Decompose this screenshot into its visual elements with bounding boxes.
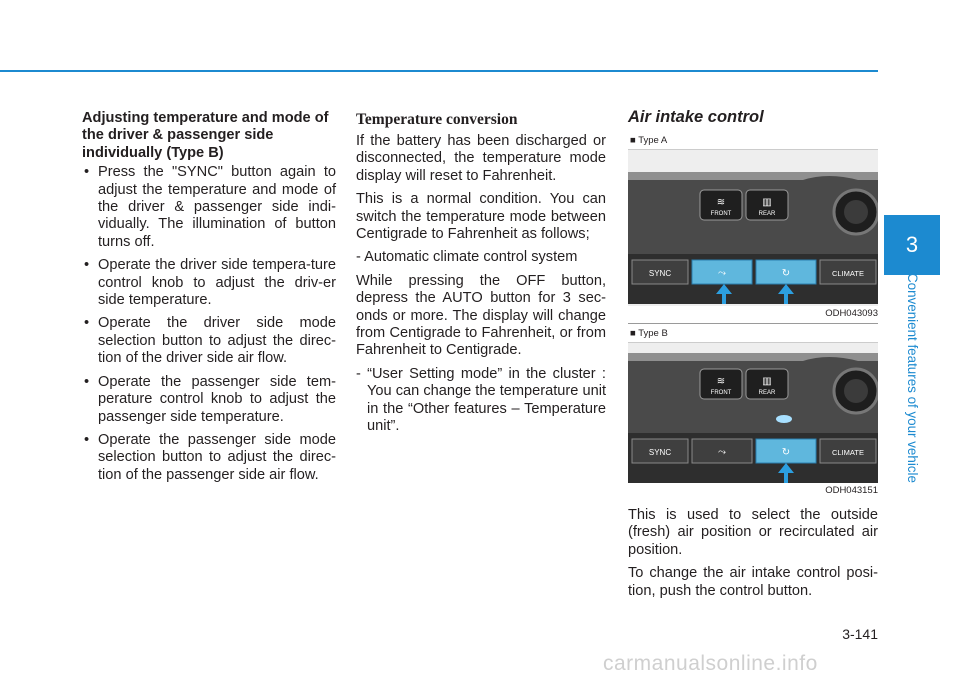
- paragraph: This is used to select the outside (fresh) air position or recirculated air position.: [628, 507, 878, 558]
- recirculate-icon: ↻: [781, 447, 791, 458]
- rear-defrost-icon: ▥: [762, 197, 772, 208]
- indicator-light: [776, 415, 792, 423]
- bullet-list: [82, 164, 336, 484]
- climate-panel-image: [628, 149, 878, 306]
- middle-column: [356, 110, 606, 442]
- watermark: carmanualsonline.info: [603, 652, 818, 675]
- rear-label: REAR: [758, 211, 776, 217]
- list-item: • Operate the driver side mode selection button to adjust the direc-tion of the driver side air flow.: [84, 315, 336, 367]
- figure-code: ODH043151: [825, 485, 878, 496]
- paragraph: This is a normal condition. You can switch the temperature mode between Centigrade to Fahrenheit as follows;: [356, 191, 606, 243]
- sync-label: SYNC: [648, 269, 672, 278]
- chapter-title: Convenient features of your vehicle: [905, 273, 920, 483]
- front-label: FRONT: [710, 211, 732, 217]
- climate-label: CLIMATE: [832, 269, 864, 278]
- page-number: 3-141: [842, 626, 878, 642]
- sync-label: SYNC: [648, 448, 672, 457]
- section-heading-individual-adjust: Adjusting temperature and mode of the driver & passenger side individually (Type B): [82, 110, 329, 161]
- knob-center: [844, 200, 868, 224]
- paragraph: While pressing the OFF button, depress the AUTO button for 3 sec-onds or more. The display will change from Centigrade to Fahrenheit, or from Fahrenheit to Centigrade.: [356, 272, 606, 359]
- section-heading-temperature-conversion: Temperature conversion: [356, 111, 518, 128]
- header-rule: [0, 70, 878, 72]
- section-heading-air-intake: Air intake control: [628, 108, 764, 126]
- defrost-icon: ≋: [716, 197, 726, 208]
- dash-item: - “User Setting mode” in the cluster : You can change the temperature unit in the “Other features – Temperature unit”.: [356, 365, 606, 435]
- climate-panel-image: [628, 342, 878, 483]
- list-item: • Operate the passenger side tem-perature control knob to adjust the passenger side temperature.: [84, 373, 336, 425]
- climate-label: CLIMATE: [832, 448, 864, 457]
- list-item: • Press the "SYNC" button again to adjust the temperature and mode of the driver & passenger side indi-vidually. The illumination of button turns off.: [84, 164, 336, 250]
- front-label: FRONT: [710, 390, 732, 396]
- list-item: • Operate the driver side tempera-ture control knob to adjust the driv-er side temperature.: [84, 257, 336, 309]
- climate-panel-illustration: [628, 353, 878, 483]
- figure-type-a: [628, 135, 878, 324]
- right-column: [628, 108, 878, 606]
- dash-item: - Automatic climate control system: [356, 249, 578, 266]
- recirculate-icon: ↻: [781, 268, 791, 279]
- defrost-icon: ≋: [716, 376, 726, 387]
- knob-center: [844, 379, 868, 403]
- airflow-mode-icon: ⤳: [718, 447, 726, 458]
- left-column: [82, 110, 336, 490]
- car-airflow-icon: ⤳: [718, 268, 726, 279]
- list-item: • Operate the passenger side mode selection button to adjust the direc-tion of the passenger side air flow.: [84, 431, 336, 483]
- figure-label: ■ Type B: [630, 328, 668, 339]
- figure-code: ODH043093: [825, 308, 878, 319]
- paragraph: If the battery has been discharged or disconnected, the temperature mode display will reset to Fahrenheit.: [356, 133, 606, 184]
- figure-divider: [628, 323, 878, 324]
- figure-type-b: [628, 328, 878, 497]
- climate-panel-illustration: [628, 172, 878, 304]
- rear-defrost-icon: ▥: [762, 376, 772, 387]
- figure-label: ■ Type A: [630, 135, 668, 146]
- chapter-number-tab: 3: [884, 215, 940, 275]
- paragraph: To change the air intake control posi-tion, push the control button.: [628, 565, 878, 599]
- rear-label: REAR: [758, 390, 776, 396]
